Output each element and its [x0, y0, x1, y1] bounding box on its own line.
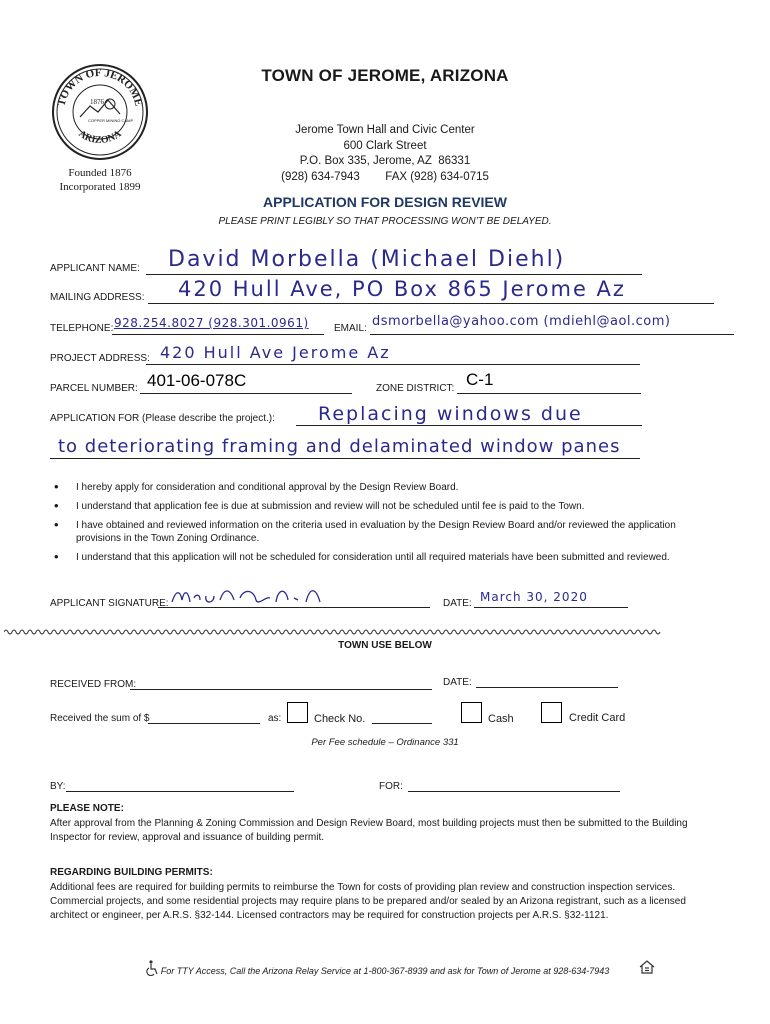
application-for-field-2[interactable]: to deteriorating framing and delaminated window panes: [58, 436, 621, 457]
address-line-3: P.O. Box 335, Jerome, AZ 86331: [299, 155, 471, 167]
acknowledgement-item: • I understand that this application will not be scheduled for consideration until all required materials have been submitted and reviewed.: [50, 551, 710, 564]
seal-top-text: TOWN OF JEROME: [55, 66, 145, 108]
please-note-text: After approval from the Planning & Zoning Commission and Design Review Board, most building projects must then be submitted to the Building Inspector for review, approval and issuance of building permit.: [50, 818, 688, 843]
applicant-name-label: APPLICANT NAME:: [50, 263, 140, 274]
email-line: [370, 334, 734, 335]
tty-footer: For TTY Access, Call the Arizona Relay Service at 1-800-367-8939 and ask for Town of Jerome at 928-634-7943: [160, 966, 610, 976]
address-line-4: (928) 634-7943 FAX (928) 634-0715: [281, 170, 489, 183]
fee-schedule-note: Per Fee schedule – Ordinance 331: [311, 737, 459, 748]
acknowledgement-item: • I hereby apply for consideration and conditional approval by the Design Review Board.: [50, 481, 710, 494]
for-field[interactable]: [408, 791, 620, 792]
parcel-number-label: PARCEL NUMBER:: [50, 383, 138, 394]
received-sum-label: Received the sum of $: [50, 713, 150, 724]
parcel-number-line: [140, 393, 352, 394]
check-checkbox[interactable]: [287, 702, 308, 723]
town-title: TOWN OF JEROME, ARIZONA: [261, 66, 509, 85]
telephone-line: [112, 334, 324, 335]
town-address: [0, 123, 770, 185]
zone-district-line: [457, 393, 641, 394]
project-address-field[interactable]: 420 Hull Ave Jerome Az: [160, 343, 391, 362]
application-for-line-1: [296, 425, 642, 426]
project-address-label: PROJECT ADDRESS:: [50, 353, 150, 364]
parcel-number-field[interactable]: 401-06-078C: [147, 371, 247, 390]
telephone-field[interactable]: 928.254.8027 (928.301.0961): [114, 316, 309, 330]
address-line-1: Jerome Town Hall and Civic Center: [295, 124, 475, 136]
email-field[interactable]: dsmorbella@yahoo.com (mdiehl@aol.com): [372, 314, 671, 329]
by-field[interactable]: [66, 791, 294, 792]
town-use-heading: TOWN USE BELOW: [338, 640, 432, 651]
check-label: Check No.: [314, 713, 366, 725]
building-permits-heading: REGARDING BUILDING PERMITS:: [50, 867, 213, 878]
as-label: as:: [268, 713, 282, 724]
zone-district-label: ZONE DISTRICT:: [376, 383, 455, 394]
application-for-label: APPLICATION FOR (Please describe the project.):: [50, 413, 275, 424]
for-label: FOR:: [379, 781, 403, 792]
date-field[interactable]: March 30, 2020: [480, 590, 588, 604]
by-label: BY:: [50, 781, 66, 792]
email-label: EMAIL:: [334, 323, 367, 334]
check-number-field[interactable]: [372, 723, 432, 724]
mailing-address-line: [148, 303, 714, 304]
cash-checkbox[interactable]: [461, 702, 482, 723]
mailing-address-label: MAILING ADDRESS:: [50, 292, 145, 303]
founded-year: Founded 1876: [68, 167, 132, 179]
applicant-signature[interactable]: [170, 584, 330, 608]
received-sum-field[interactable]: [148, 723, 260, 724]
equal-housing-icon: [639, 960, 655, 976]
town-date-label: DATE:: [443, 677, 472, 688]
form-title: APPLICATION FOR DESIGN REVIEW: [263, 194, 507, 210]
section-divider: [4, 623, 664, 631]
building-permits-text: Additional fees are required for building permits to reimburse the Town for costs of providing plan review and construction inspection services. Commercial projects, and some residential projects may require plans to be prepared and/or sealed by an Arizona registrant, such as a licensed architect or engineer, per A.R.S. §32-144. Licensed contractors may be required for construction projects per A.R.S. §32-1121.: [50, 882, 686, 921]
applicant-name-line: [146, 274, 642, 275]
date-line: [474, 607, 628, 608]
incorporated-year: Incorporated 1899: [59, 181, 141, 193]
credit-card-label: Credit Card: [569, 712, 626, 724]
application-for-field-1[interactable]: Replacing windows due: [318, 403, 583, 425]
applicant-name-field[interactable]: David Morbella (Michael Diehl): [168, 247, 566, 272]
please-note-heading: PLEASE NOTE:: [50, 803, 124, 814]
telephone-label: TELEPHONE:: [50, 323, 114, 334]
cash-label: Cash: [488, 713, 514, 725]
signature-label: APPLICANT SIGNATURE:: [50, 598, 169, 609]
received-from-field[interactable]: [130, 689, 432, 690]
address-line-2: 600 Clark Street: [343, 139, 427, 152]
date-label: DATE:: [443, 598, 472, 609]
seal-inner: COPPER MINING CAMP: [88, 118, 134, 123]
seal-bottom-text: ARIZONA: [76, 128, 124, 147]
mailing-address-field[interactable]: 420 Hull Ave, PO Box 865 Jerome Az: [178, 277, 626, 301]
application-for-line-2: [50, 458, 640, 459]
acknowledgement-item: • I have obtained and reviewed information on the criteria used in evaluation by the Design Review Board and/or reviewed the application provisions in the Town Zoning Ordinance.: [50, 519, 710, 545]
project-address-line: [146, 364, 640, 365]
seal-year: 1876: [90, 98, 104, 106]
town-date-field[interactable]: [476, 687, 618, 688]
credit-card-checkbox[interactable]: [541, 702, 562, 723]
form-subtitle: PLEASE PRINT LEGIBLY SO THAT PROCESSING WON’T BE DELAYED.: [218, 216, 552, 227]
acknowledgement-item: • I understand that application fee is due at submission and review will not be scheduled until fee is paid to the Town.: [50, 500, 710, 513]
received-from-label: RECEIVED FROM:: [50, 679, 137, 690]
acknowledgement-list: [50, 481, 710, 570]
zone-district-field[interactable]: C-1: [466, 370, 494, 389]
